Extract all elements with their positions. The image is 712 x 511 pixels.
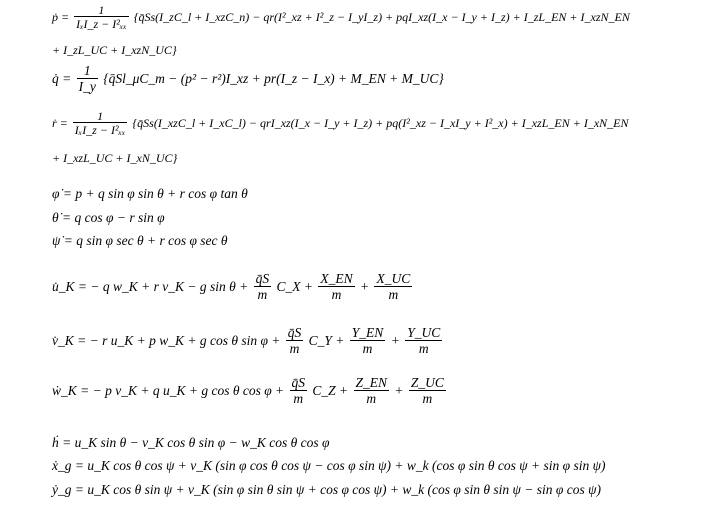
v-dot-frac1-num: q̄S	[287, 325, 302, 340]
v-dot-frac3-den: m	[405, 340, 442, 356]
u-dot-frac3-num: X_UC	[376, 271, 411, 286]
equation-phi-dot: φ̇ = p + q sin φ sin θ + r cos φ tan θ	[52, 186, 248, 201]
w-dot-frac1	[290, 376, 308, 405]
v-dot-lhs: v̇_K = − r u_K + p w_K + g cos θ sin φ +	[52, 332, 281, 348]
equation-theta-dot: θ̇ = q cos φ − r sin φ	[52, 210, 165, 225]
p-dot-fraction	[74, 4, 129, 30]
w-dot-lhs: ẇ_K = − p v_K + q u_K + g cos θ cos φ +	[52, 382, 285, 398]
q-dot-frac-den: I_y	[78, 78, 96, 94]
equation-w-dot	[52, 376, 448, 405]
equation-p-dot	[52, 4, 630, 30]
u-dot-frac2-num: X_EN	[320, 271, 353, 286]
u-dot-frac2	[318, 272, 354, 301]
u-dot-plus: +	[359, 278, 370, 294]
v-dot-plus: +	[390, 332, 400, 348]
q-dot-frac-num: 1	[83, 63, 91, 78]
u-dot-frac1	[254, 272, 272, 301]
w-dot-plus: +	[394, 382, 404, 398]
equation-h-dot: ḣ = u_K sin θ − v_K cos θ sin φ − w_K cos θ cos φ	[52, 435, 330, 450]
w-dot-frac3-den: m	[409, 390, 446, 406]
p-dot-frac-num: 1	[98, 3, 105, 17]
u-dot-frac3	[374, 272, 412, 301]
q-dot-line1: {q̄Sl_μC_m − (p² − r²)I_xz + pr(I_z − I_x) + M_EN + M_UC}	[103, 70, 444, 86]
w-dot-frac3	[409, 376, 446, 405]
u-dot-coef: C_X +	[276, 278, 313, 294]
equation-p-dot-cont	[52, 44, 177, 56]
r-dot-fraction	[73, 110, 128, 136]
u-dot-frac2-den: m	[318, 286, 354, 302]
equation-r-dot	[52, 110, 628, 136]
v-dot-frac2-num: Y_EN	[351, 325, 384, 340]
r-dot-line2: + I_xzL_UC + I_xN_UC}	[52, 151, 178, 165]
r-dot-line1: {q̄Ss(I_xzC_l + I_xC_l) − qrI_xz(I_x − I_y + I_z) + pq(I²_xz − I_xI_y + I²_x) + I_xzL_EN + I_xN_EN	[132, 116, 629, 130]
u-dot-frac3-den: m	[374, 286, 412, 302]
p-dot-lhs: ṗ =	[52, 10, 70, 24]
p-dot-frac-den: IₓI_z − I²ₓₓ	[76, 17, 127, 31]
p-dot-line1: {q̄Ss(I_zC_l + I_xzC_n) − qr(I²_xz + I²_z − I_yI_z) + pqI_xz(I_x − I_y + I_z) + I_zL_EN + I_xzN_EN	[133, 10, 630, 24]
v-dot-frac1	[286, 326, 304, 355]
p-dot-line2: + I_zL_UC + I_xzN_UC}	[52, 43, 177, 57]
r-dot-frac-num: 1	[97, 109, 104, 123]
q-dot-lhs: q̇ =	[52, 70, 72, 86]
w-dot-frac2	[354, 376, 390, 405]
w-dot-frac1-den: m	[290, 390, 308, 406]
equation-v-dot	[52, 326, 444, 355]
w-dot-coef: C_Z +	[312, 382, 349, 398]
r-dot-lhs: ṙ =	[52, 116, 68, 130]
equation-u-dot	[52, 272, 414, 301]
v-dot-frac3	[405, 326, 442, 355]
equation-q-dot	[52, 64, 444, 93]
v-dot-frac1-den: m	[286, 340, 304, 356]
w-dot-frac2-num: Z_EN	[355, 375, 388, 390]
equation-psi-dot: ψ̇ = q sin φ sec θ + r cos φ sec θ	[52, 233, 228, 248]
q-dot-fraction	[77, 64, 98, 93]
v-dot-frac3-num: Y_UC	[407, 325, 441, 340]
u-dot-frac1-num: q̄S	[255, 271, 270, 286]
w-dot-frac1-num: q̄S	[291, 375, 306, 390]
v-dot-coef: C_Y +	[308, 332, 345, 348]
v-dot-frac2	[350, 326, 386, 355]
w-dot-frac3-num: Z_UC	[410, 375, 444, 390]
u-dot-lhs: u̇_K = − q w_K + r v_K − g sin θ +	[52, 278, 249, 294]
equation-yg-dot: ẏ_g = u_K cos θ sin ψ + v_K (sin φ sin θ sin ψ + cos φ cos ψ) + w_k (cos φ sin θ sin ψ − sin φ cos ψ)	[52, 482, 601, 497]
w-dot-frac2-den: m	[354, 390, 390, 406]
equation-r-dot-cont	[52, 152, 177, 164]
v-dot-frac2-den: m	[350, 340, 386, 356]
r-dot-frac-den: IₓI_z − I²ₓₓ	[74, 123, 126, 137]
u-dot-frac1-den: m	[254, 286, 272, 302]
equation-xg-dot: ẋ_g = u_K cos θ cos ψ + v_K (sin φ cos θ cos ψ − cos φ sin ψ) + w_k (cos φ sin θ cos ψ + sin φ sin ψ)	[52, 458, 606, 473]
